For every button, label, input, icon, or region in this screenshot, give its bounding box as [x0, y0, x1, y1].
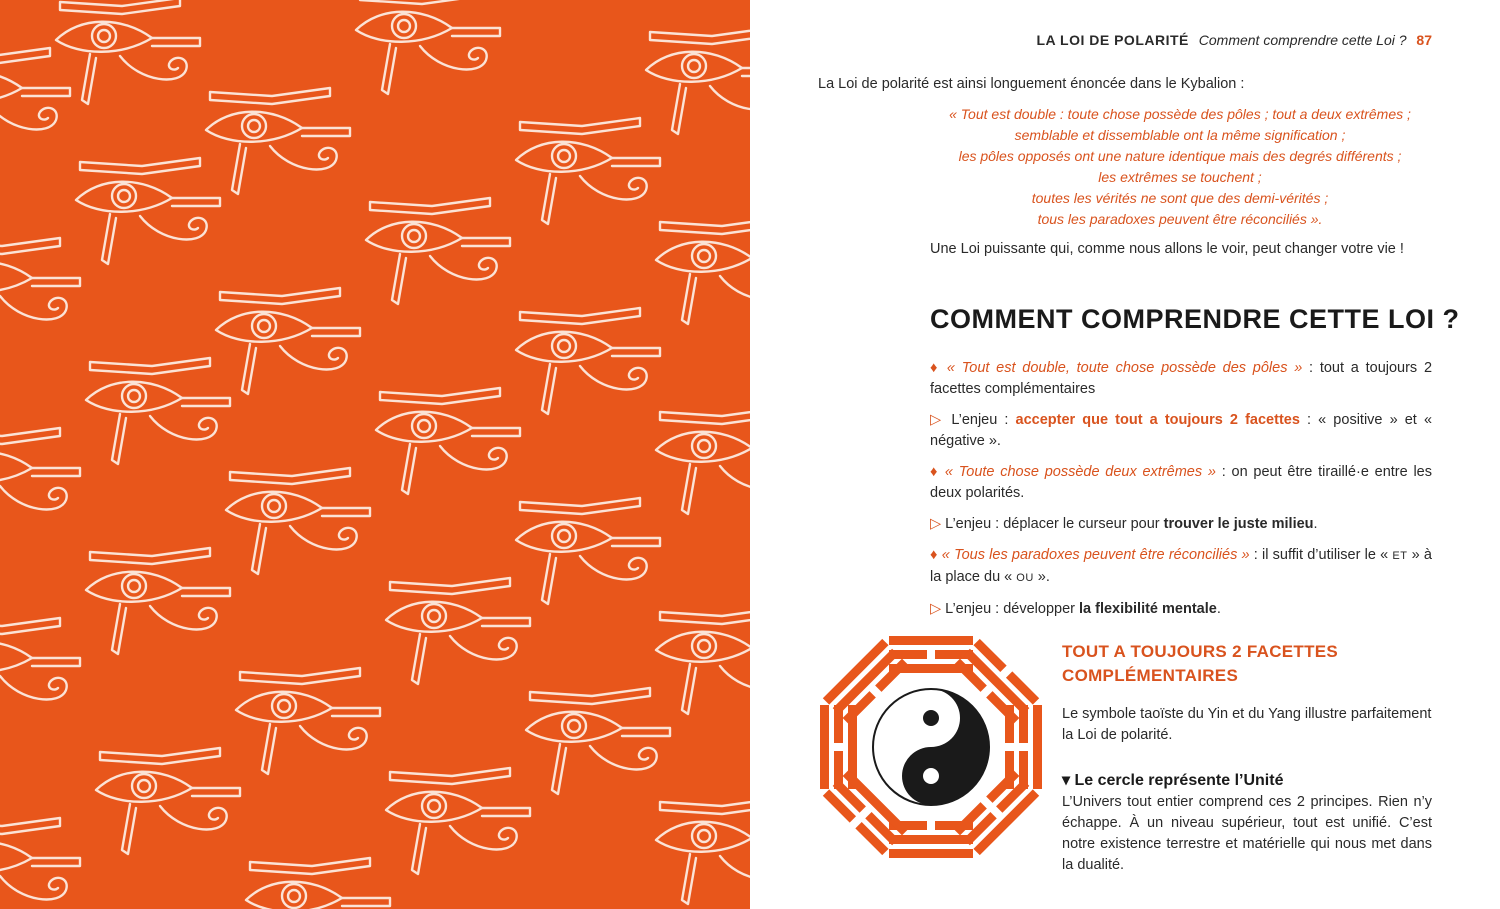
box-title: TOUT A TOUJOURS 2 FACETTES COMPLÉMENTAIRES — [1062, 642, 1339, 685]
triangle-marker-icon: ▷ — [930, 516, 942, 532]
triangle-marker-icon: ▷ — [930, 601, 942, 617]
kybalion-quote — [890, 104, 1470, 230]
quote-line: toutes les vérités ne sont que des demi-vérités ; — [1031, 190, 1329, 206]
diamond-bullet-icon: ♦ — [930, 547, 938, 563]
yin-yang-icon — [873, 689, 989, 805]
quote-line: les pôles opposés ont une nature identique mais des degrés différents ; — [958, 148, 1402, 164]
running-header — [1037, 32, 1433, 48]
section-title: COMMENT COMPRENDRE CETTE LOI ? — [930, 304, 1460, 334]
stake-item: ▷ L’enjeu : déplacer le curseur pour trouver le juste milieu. — [930, 516, 1318, 532]
point-item: ♦ « Tout est double, toute chose possède des pôles » : tout a toujours 2 facettes complémentaires — [930, 360, 1433, 397]
box-paragraph: Le symbole taoïste du Yin et du Yang illustre parfaitement la Loi de polarité. — [1062, 706, 1432, 743]
stake-item: ▷ L’enjeu : développer la flexibilité mentale. — [930, 601, 1221, 617]
diamond-bullet-icon: ♦ — [930, 360, 941, 376]
after-quote-paragraph: Une Loi puissante qui, comme nous allons le voir, peut changer votre vie ! — [930, 241, 1404, 257]
triangle-marker-icon: ▷ — [930, 412, 945, 428]
bagua-yin-yang-illustration — [816, 632, 1046, 867]
quote-line: semblable et dissemblable ont la même signification ; — [1014, 127, 1346, 143]
intro-paragraph: La Loi de polarité est ainsi longuement énoncée dans le Kybalion : — [818, 76, 1245, 92]
quote-line: « Tout est double : toute chose possède des pôles ; tout a deux extrêmes ; — [949, 106, 1411, 122]
right-page — [750, 0, 1500, 909]
quote-line: tous les paradoxes peuvent être réconciliés ». — [1037, 211, 1323, 227]
point-item: ♦ « Tous les paradoxes peuvent être réconciliés » : il suffit d’utiliser le « ET » à la place du « OU ». — [930, 547, 1432, 585]
diamond-bullet-icon: ♦ — [930, 464, 940, 480]
stake-item: ▷ L’enjeu : accepter que tout a toujours 2 facettes : « positive » et « négative ». — [930, 412, 1433, 449]
box-subheading: ▾ Le cercle représente l’Unité — [1062, 772, 1284, 789]
header-subtitle: Comment comprendre cette Loi ? — [1198, 32, 1407, 48]
page-number: 87 — [1416, 32, 1432, 48]
header-section: LA LOI DE POLARITÉ — [1036, 32, 1189, 48]
box-paragraph-2: L’Univers tout entier comprend ces 2 principes. Rien n’y échappe. À un niveau supérieur, tout est unifié. C’est notre existence terrestre et matérielle qui nous met dans la dualité. — [1062, 794, 1432, 873]
quote-line: les extrêmes se touchent ; — [1098, 169, 1262, 185]
point-item: ♦ « Toute chose possède deux extrêmes » : on peut être tiraillé·e entre les deux polarités. — [930, 464, 1432, 501]
points-list — [930, 358, 1432, 630]
